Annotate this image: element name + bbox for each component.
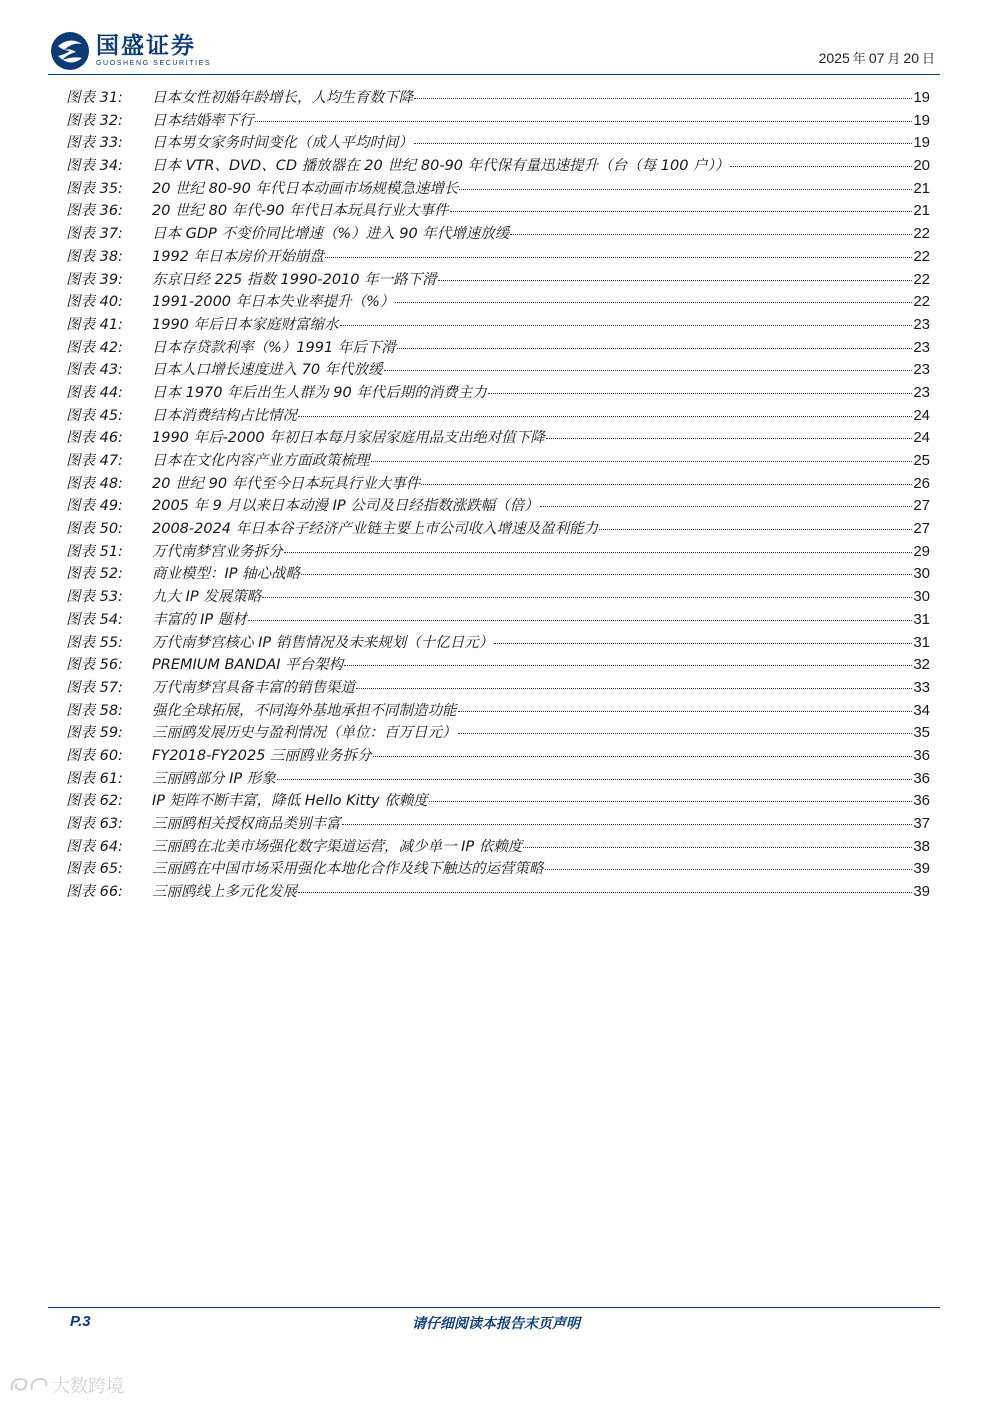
toc-dot-leader [371,461,913,462]
toc-entry-page: 23 [913,315,930,333]
toc-entry-label: 图表 66: [66,884,123,901]
toc-entry-title: 日本男女家务时间变化（成人平均时间） [152,135,413,152]
toc-entry-page: 27 [913,520,930,538]
toc-entry-label: 图表 49: [66,498,123,515]
toc-dot-leader [284,552,913,553]
toc-entry-title: FY2018-FY2025 三丽鸥业务拆分 [152,747,372,764]
toc-entry-page: 19 [913,134,930,152]
toc-entry-page: 31 [913,633,930,651]
toc-entry[interactable] [66,199,930,222]
toc-dot-leader [459,189,912,190]
toc-entry-label: 图表 62: [66,793,123,810]
toc-entry-page: 35 [913,724,930,742]
toc-entry-title: 九大 IP 发展策略 [152,589,262,606]
toc-dot-leader [414,143,912,144]
toc-entry[interactable] [66,608,930,631]
toc-entry-page: 32 [913,656,930,674]
toc-entry-label: 图表 58: [66,702,123,719]
toc-entry-title: IP 矩阵不断丰富，降低 Hello Kitty 依赖度 [152,793,428,810]
toc-entry-title: 三丽鸥发展历史与盈利情况（单位：百万日元） [152,725,457,742]
toc-entry-title: 日本 GDP 不变价同比增速（%）进入 90 年代增速放缓 [152,226,510,243]
toc-entry-label: 图表 55: [66,634,123,651]
toc-entry[interactable] [66,699,930,722]
toc-entry-title: 三丽鸥线上多元化发展 [152,884,297,901]
toc-entry[interactable] [66,268,930,291]
toc-entry[interactable] [66,653,930,676]
toc-entry-page: 31 [913,610,930,628]
toc-dot-leader [342,824,913,825]
toc-entry-page: 30 [913,588,930,606]
toc-dot-leader [248,620,913,621]
toc-entry[interactable] [66,472,930,495]
toc-entry-label: 图表 63: [66,816,123,832]
toc-dot-leader [325,257,912,258]
toc-entry-label: 图表 39: [66,271,123,288]
toc-entry-label: 图表 60: [66,747,123,764]
toc-entry-page: 36 [913,769,930,787]
toc-entry[interactable] [66,381,930,404]
toc-entry-label: 图表 65: [66,861,123,878]
disclaimer-notice: 请仔细阅读本报告末页声明 [412,1316,580,1332]
toc-dot-leader [429,801,913,802]
toc-entry[interactable] [66,449,930,472]
toc-entry[interactable] [66,585,930,608]
toc-entry-title: 20 世纪 90 年代至今日本玩具行业大事件 [152,475,421,492]
toc-dot-leader [298,416,912,417]
toc-entry-page: 19 [913,89,930,106]
toc-entry[interactable] [66,744,930,767]
toc-dot-leader [523,847,912,848]
guosheng-logo-icon [48,30,92,72]
toc-entry-page: 36 [913,746,930,764]
toc-entry-label: 图表 31: [66,90,123,106]
toc-entry-title: 日本存贷款利率（%）1991 年后下滑 [152,339,396,356]
toc-dot-leader [344,665,912,666]
toc-entry[interactable] [66,313,930,336]
toc-entry-label: 图表 45: [66,407,123,424]
toc-entry-title: 2008-2024 年日本谷子经济产业链主要上市公司收入增速及盈利能力 [152,521,599,538]
toc-entry-title: 三丽鸥相关授权商品类别丰富 [152,816,341,832]
watermark-logo-icon [8,1374,48,1396]
toc-entry-title: 1991-2000 年日本失业率提升（%） [152,294,395,311]
toc-dot-leader [494,643,912,644]
toc-entry[interactable] [66,86,930,109]
toc-dot-leader [458,733,913,734]
toc-entry[interactable] [66,290,930,313]
toc-entry-title: 万代南梦宫业务拆分 [152,543,283,560]
toc-entry[interactable] [66,494,930,517]
toc-entry-label: 图表 61: [66,770,123,787]
watermark [8,1372,124,1398]
toc-entry-label: 图表 34: [66,158,123,175]
date-year-unit: 年 [852,52,866,67]
toc-entry-label: 图表 44: [66,384,123,401]
toc-entry-page: 33 [913,678,930,696]
toc-dot-leader [540,506,913,507]
toc-entry-page: 37 [913,815,930,832]
toc-entry-label: 图表 32: [66,112,123,129]
toc-entry[interactable] [66,857,930,880]
toc-entry-title: 日本消费结构占比情况 [152,407,297,424]
company-logo [48,30,211,72]
toc-entry-label: 图表 54: [66,611,123,628]
toc-entry[interactable] [66,676,930,699]
toc-entry-page: 23 [913,361,930,379]
toc-dot-leader [458,711,913,712]
toc-entry[interactable] [66,789,930,812]
toc-dot-leader [730,166,912,167]
toc-entry-label: 图表 41: [66,316,123,333]
toc-entry[interactable] [66,880,930,903]
toc-entry-page: 25 [913,452,930,469]
toc-entry-title: 万代南梦宫具备丰富的销售渠道 [152,679,355,696]
date-day-unit: 日 [921,52,935,67]
toc-entry[interactable] [66,767,930,790]
watermark-text: 大数跨境 [52,1376,124,1397]
toc-dot-leader [395,302,912,303]
toc-entry[interactable] [66,177,930,200]
toc-entry[interactable] [66,245,930,268]
toc-entry-page: 22 [913,225,930,243]
toc-entry-title: 三丽鸥部分 IP 形象 [152,770,276,787]
toc-entry[interactable] [66,109,930,132]
logo-chinese-name: 国盛证券 [96,33,196,59]
toc-entry-title: 日本在文化内容产业方面政策梳理 [152,453,370,469]
toc-entry-title: 日本结婚率下行 [152,112,254,129]
toc-entry[interactable] [66,721,930,744]
toc-entry-label: 图表 36: [66,203,123,220]
toc-dot-leader [599,529,912,530]
toc-entry-page: 24 [913,429,930,447]
toc-entry-title: 日本人口增长速度进入 70 年代放缓 [152,362,383,379]
date-year: 2025 [818,50,850,66]
toc-entry[interactable] [66,154,930,177]
toc-entry-label: 图表 40: [66,294,123,311]
toc-entry-label: 图表 52: [66,566,123,583]
toc-entry-page: 20 [913,157,930,175]
toc-entry-title: 1990 年后日本家庭财富缩水 [152,316,339,333]
toc-entry[interactable] [66,517,930,540]
toc-entry-label: 图表 57: [66,679,123,696]
toc-entry-page: 23 [913,338,930,356]
toc-entry-label: 图表 50: [66,521,123,538]
toc-entry-page: 39 [913,883,930,901]
toc-dot-leader [356,688,912,689]
toc-entry-title: PREMIUM BANDAI 平台架构 [152,657,344,674]
footer-divider [48,1307,940,1308]
toc-dot-leader [384,370,913,371]
toc-entry-page: 21 [913,202,930,220]
toc-entry-label: 图表 38: [66,248,123,265]
toc-entry-title: 三丽鸥在中国市场采用强化本地化合作及线下触达的运营策略 [152,861,544,878]
toc-entry-label: 图表 53: [66,589,123,606]
toc-dot-leader [414,98,912,99]
toc-dot-leader [373,756,913,757]
toc-entry-label: 图表 42: [66,339,123,356]
toc-dot-leader [438,280,913,281]
toc-entry-page: 38 [913,837,930,855]
toc-dot-leader [277,779,913,780]
toc-entry-page: 27 [913,497,930,515]
date-month-unit: 月 [887,52,901,67]
toc-entry-page: 24 [913,406,930,424]
toc-entry[interactable] [66,131,930,154]
toc-entry-page: 22 [913,293,930,311]
toc-entry-page: 22 [913,270,930,288]
page-header [48,28,940,74]
toc-entry-title: 东京日经 225 指数 1990-2010 年一路下滑 [152,271,437,288]
toc-dot-leader [397,348,913,349]
toc-entry-label: 图表 43: [66,362,123,379]
toc-entry-title: 2005 年 9 月以来日本动漫 IP 公司及日经指数涨跌幅（倍） [152,498,539,515]
toc-entry-title: 三丽鸥在北美市场强化数字渠道运营，减少单一 IP 依赖度 [152,838,523,855]
toc-entry-title: 强化全球拓展，不同海外基地承担不同制造功能 [152,702,457,719]
toc-entry[interactable] [66,812,930,835]
toc-entry-page: 21 [913,179,930,197]
toc-entry[interactable] [66,336,930,359]
toc-entry-title: 日本 1970 年后出生人群为 90 年代后期的消费主力 [152,384,487,401]
toc-entry-label: 图表 56: [66,657,123,674]
toc-entry-page: 34 [913,701,930,719]
toc-entry-title: 1990 年后-2000 年初日本每月家居家庭用品支出绝对值下降 [152,430,545,447]
toc-entry-label: 图表 64: [66,838,123,855]
toc-dot-leader [301,574,912,575]
toc-entry-label: 图表 59: [66,725,123,742]
toc-entry-label: 图表 46: [66,430,123,447]
figure-index-list [66,86,930,903]
report-date [819,48,938,67]
toc-entry-title: 丰富的 IP 题材 [152,611,247,628]
toc-entry[interactable] [66,404,930,427]
toc-dot-leader [340,325,913,326]
toc-dot-leader [546,438,913,439]
toc-dot-leader [545,869,913,870]
toc-entry-title: 商业模型：IP 轴心战略 [152,566,301,583]
toc-dot-leader [450,211,913,212]
toc-entry[interactable] [66,426,930,449]
toc-entry-title: 日本 VTR、DVD、CD 播放器在 20 世纪 80-90 年代保有量迅速提升（台（每 100 户）） [152,158,730,175]
toc-entry[interactable] [66,540,930,563]
toc-entry-label: 图表 35: [66,180,123,197]
toc-entry-label: 图表 37: [66,226,123,243]
toc-entry-label: 图表 48: [66,475,123,492]
toc-entry-page: 39 [913,860,930,878]
logo-english-name: GUOSHENG SECURITIES [96,60,212,67]
toc-entry[interactable] [66,631,930,654]
toc-dot-leader [488,393,913,394]
toc-dot-leader [510,234,912,235]
toc-dot-leader [421,484,912,485]
toc-dot-leader [262,597,912,598]
toc-entry-title: 20 世纪 80 年代-90 年代日本玩具行业大事件 [152,203,449,220]
toc-entry-page: 19 [913,111,930,129]
toc-entry[interactable] [66,358,930,381]
page-number: P.3 [70,1313,91,1330]
toc-entry-page: 26 [913,474,930,492]
date-day: 20 [903,50,919,66]
toc-entry-page: 36 [913,792,930,810]
toc-entry-title: 20 世纪 80-90 年代日本动画市场规模急速增长 [152,180,459,197]
toc-dot-leader [255,121,913,122]
toc-entry-page: 22 [913,247,930,265]
toc-entry-title: 1992 年日本房价开始崩盘 [152,248,325,265]
toc-entry[interactable] [66,835,930,858]
toc-entry-label: 图表 33: [66,135,123,152]
toc-entry-label: 图表 51: [66,543,123,560]
toc-entry-page: 29 [913,542,930,560]
toc-entry-page: 23 [913,383,930,401]
toc-entry-page: 30 [913,565,930,583]
header-divider [48,74,940,75]
toc-entry-label: 图表 47: [66,453,123,469]
date-month: 07 [868,50,885,66]
toc-entry[interactable] [66,562,930,585]
toc-dot-leader [298,892,912,893]
toc-entry[interactable] [66,222,930,245]
toc-entry-title: 日本女性初婚年龄增长，人均生育数下降 [152,90,413,106]
toc-entry-title: 万代南梦宫核心 IP 销售情况及未来规划（十亿日元） [152,634,494,651]
